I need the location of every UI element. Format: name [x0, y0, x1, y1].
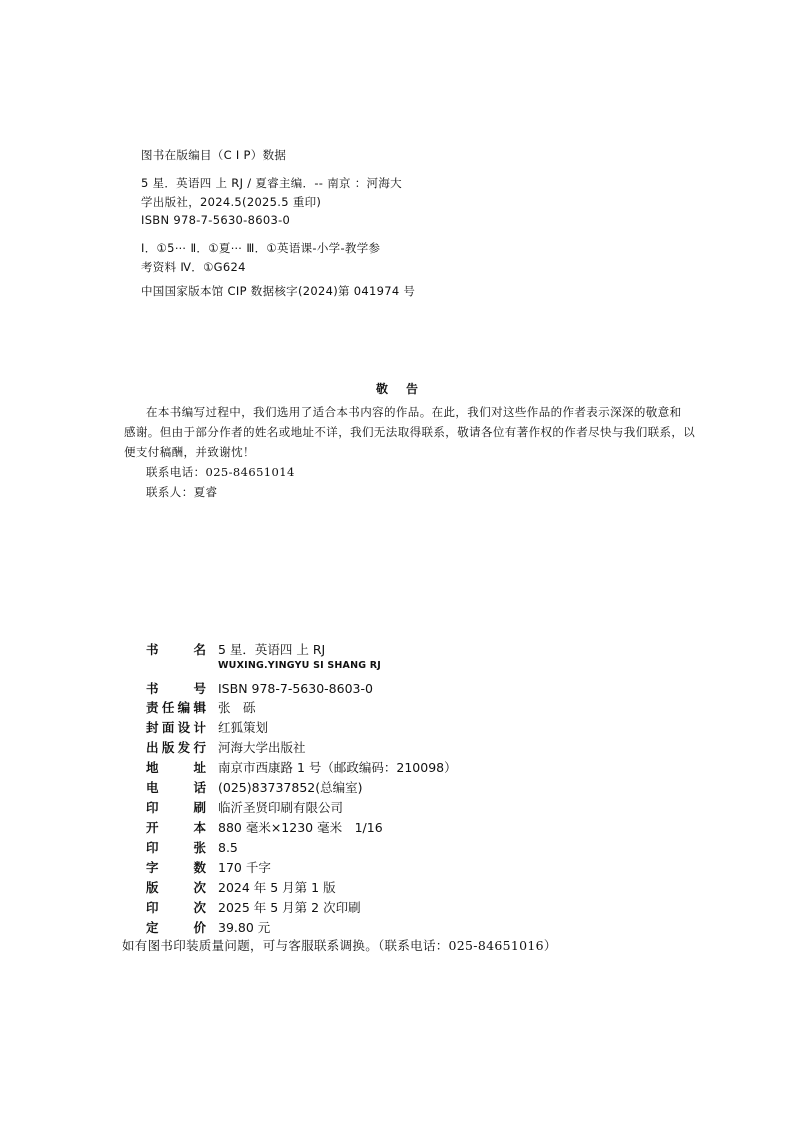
colophon-row	[146, 898, 361, 916]
colophon-value: 5 星．英语四 上 RJ	[218, 642, 326, 657]
colophon-label-char: 价	[193, 920, 206, 935]
colophon-label-char: 次	[193, 880, 206, 895]
colophon-value: 张 砾	[218, 700, 256, 715]
colophon-row	[146, 718, 268, 736]
colophon-label-char: 号	[193, 681, 206, 696]
footer-note: 如有图书印装质量问题，可与客服联系调换。（联系电话：025-84651016）	[122, 938, 557, 953]
colophon-label-char: 印	[146, 900, 159, 915]
cip-isbn: ISBN 978-7-5630-8603-0	[141, 213, 291, 227]
colophon-label-char: 开	[146, 820, 159, 835]
cip-line-1: 5 星．英语四 上 RJ / 夏睿主编．-- 南京 ：河海大	[141, 176, 402, 190]
colophon-label	[146, 918, 206, 936]
colophon-label-char: 任	[161, 700, 175, 715]
colophon-label-char: 名	[193, 642, 206, 657]
colophon-value: 红狐策划	[218, 720, 269, 735]
colophon-value: 39.80 元	[218, 920, 271, 935]
cip-record-number: 中国国家版本馆 CIP 数据核字(2024)第 041974 号	[141, 284, 416, 298]
colophon-label-char: 印	[146, 840, 159, 855]
colophon-row	[146, 738, 306, 756]
colophon-label-char: 版	[146, 880, 159, 895]
colophon-label-char: 话	[193, 780, 206, 795]
cip-class-line-1: Ⅰ．①5⋯ Ⅱ．①夏⋯ Ⅲ．①英语课-小学-教学参	[141, 241, 381, 255]
colophon-row	[146, 798, 343, 816]
colophon-row	[146, 778, 363, 796]
colophon-label	[146, 878, 206, 896]
colophon-value: 170 千字	[218, 860, 271, 875]
colophon-row	[146, 838, 238, 856]
colophon-value: 河海大学出版社	[218, 740, 306, 755]
colophon-value: ISBN 978-7-5630-8603-0	[218, 680, 373, 696]
colophon-value: 880 毫米×1230 毫米 1/16	[218, 820, 383, 835]
colophon-label	[146, 738, 206, 756]
colophon-label-char: 电	[146, 780, 159, 795]
colophon-label	[146, 798, 206, 816]
colophon-label-char: 行	[193, 740, 206, 755]
colophon-pinyin-title: WUXING.YINGYU SI SHANG RJ	[218, 660, 381, 671]
colophon-label	[146, 640, 206, 658]
colophon-value: 2024 年 5 月第 1 版	[218, 880, 336, 895]
notice-line-1: 在本书编写过程中，我们选用了适合本书内容的作品。在此，我们对这些作品的作者表示深深的敬意和	[146, 405, 682, 419]
colophon-label-char: 辑	[193, 700, 206, 715]
colophon-row	[146, 818, 383, 836]
colophon-label	[146, 679, 206, 697]
colophon-label-char: 责	[146, 700, 159, 715]
notice-line-2: 感谢。但由于部分作者的姓名或地址不详，我们无法取得联系，敬请各位有著作权的作者尽快与我们联系，以	[124, 425, 696, 439]
cip-line-2: 学出版社，2024.5(2025.5 重印)	[141, 195, 322, 209]
colophon-label-char: 数	[193, 860, 206, 875]
notice-phone: 联系电话：025-84651014	[146, 465, 295, 479]
colophon-value: 临沂圣贤印刷有限公司	[218, 800, 344, 815]
colophon-label-char: 书	[146, 681, 159, 696]
colophon-label-char: 地	[146, 760, 159, 775]
colophon-label-char: 编	[177, 700, 191, 715]
notice-contact: 联系人：夏睿	[146, 485, 218, 499]
colophon-label-char: 设	[177, 720, 191, 735]
colophon-label-char: 次	[193, 900, 206, 915]
colophon-label-char: 字	[146, 860, 159, 875]
colophon-value: (025)83737852(总编室)	[218, 780, 363, 795]
colophon-label-char: 张	[193, 840, 206, 855]
colophon-value: 南京市西康路 1 号（邮政编码：210098）	[218, 760, 457, 775]
colophon-row	[146, 878, 336, 896]
colophon-row	[146, 640, 325, 658]
colophon-label-char: 发	[177, 740, 191, 755]
colophon-label-char: 书	[146, 642, 159, 657]
colophon-row	[146, 679, 373, 697]
colophon-label-char: 址	[193, 760, 206, 775]
colophon-label-char: 计	[193, 720, 206, 735]
colophon-label-char: 刷	[193, 800, 206, 815]
colophon-label	[146, 818, 206, 836]
colophon-label	[146, 898, 206, 916]
colophon-value: 8.5	[218, 839, 238, 855]
colophon-label-char: 出	[146, 740, 159, 755]
colophon-row	[146, 918, 270, 936]
colophon-row	[146, 758, 457, 776]
colophon-label-char: 定	[146, 920, 159, 935]
colophon-label-char: 印	[146, 800, 159, 815]
colophon-label	[146, 778, 206, 796]
colophon-label-char: 面	[161, 720, 175, 735]
colophon-label	[146, 838, 206, 856]
cip-heading: 图书在版编目（C I P）数据	[141, 148, 287, 162]
colophon-label-char: 封	[146, 720, 159, 735]
colophon-label	[146, 758, 206, 776]
colophon-label	[146, 698, 206, 716]
colophon-label	[146, 858, 206, 876]
notice-line-3: 便支付稿酬，并致谢忱！	[124, 445, 255, 459]
colophon-label-char: 版	[161, 740, 175, 755]
colophon-row	[146, 858, 271, 876]
notice-title: 敬告	[376, 382, 437, 396]
colophon-label	[146, 718, 206, 736]
colophon-value: 2025 年 5 月第 2 次印刷	[218, 900, 361, 915]
cip-class-line-2: 考资料 Ⅳ．①G624	[141, 260, 246, 274]
colophon-label-char: 本	[193, 820, 206, 835]
colophon-row	[146, 698, 256, 716]
